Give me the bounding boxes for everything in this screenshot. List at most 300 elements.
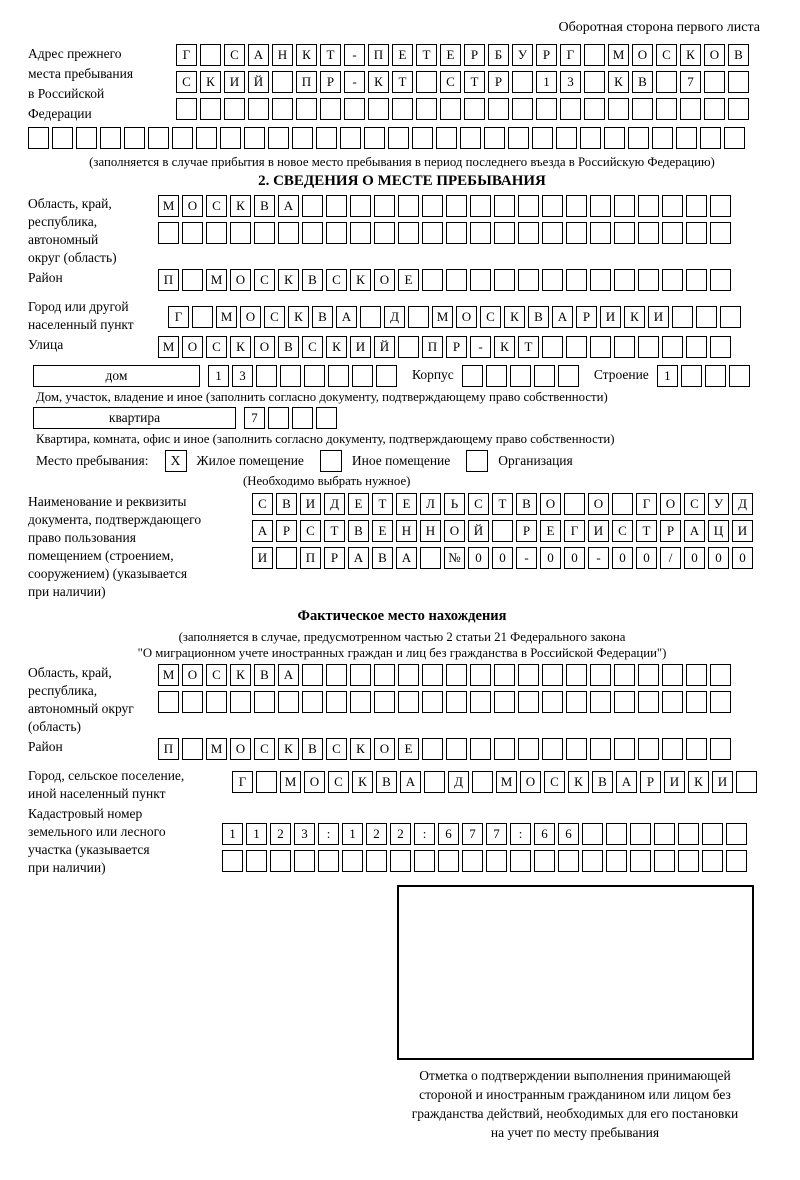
char-box[interactable] xyxy=(246,850,267,872)
char-box[interactable]: Р xyxy=(324,547,345,569)
char-box[interactable] xyxy=(446,269,467,291)
char-box[interactable] xyxy=(470,738,491,760)
char-box[interactable]: Д xyxy=(324,493,345,515)
char-box[interactable] xyxy=(566,336,587,358)
char-box[interactable]: Д xyxy=(448,771,469,793)
char-box[interactable]: Р xyxy=(446,336,467,358)
residential-checkbox[interactable]: X xyxy=(165,450,187,472)
char-box[interactable] xyxy=(376,365,397,387)
char-box[interactable] xyxy=(702,850,723,872)
char-box[interactable] xyxy=(366,850,387,872)
char-box[interactable]: М xyxy=(432,306,453,328)
char-box[interactable] xyxy=(230,691,251,713)
char-box[interactable]: Е xyxy=(440,44,461,66)
char-box[interactable] xyxy=(558,365,579,387)
char-box[interactable] xyxy=(736,771,757,793)
char-box[interactable]: / xyxy=(660,547,681,569)
char-box[interactable] xyxy=(614,336,635,358)
char-box[interactable] xyxy=(200,98,221,120)
char-box[interactable] xyxy=(680,98,701,120)
char-box[interactable] xyxy=(614,738,635,760)
char-box[interactable]: М xyxy=(158,336,179,358)
char-box[interactable]: 1 xyxy=(342,823,363,845)
char-box[interactable]: С xyxy=(252,493,273,515)
char-box[interactable] xyxy=(470,269,491,291)
char-box[interactable]: 7 xyxy=(486,823,507,845)
char-box[interactable]: В xyxy=(278,336,299,358)
char-box[interactable] xyxy=(436,127,457,149)
char-box[interactable]: С xyxy=(328,771,349,793)
char-box[interactable] xyxy=(542,738,563,760)
char-box[interactable] xyxy=(412,127,433,149)
char-box[interactable] xyxy=(710,195,731,217)
char-box[interactable]: О xyxy=(588,493,609,515)
char-box[interactable] xyxy=(584,44,605,66)
char-box[interactable] xyxy=(446,222,467,244)
char-box[interactable]: М xyxy=(216,306,237,328)
char-box[interactable]: К xyxy=(368,71,389,93)
cadastral-row-1[interactable] xyxy=(222,823,776,845)
char-box[interactable]: Д xyxy=(732,493,753,515)
char-box[interactable]: 0 xyxy=(564,547,585,569)
char-box[interactable]: К xyxy=(352,771,373,793)
char-box[interactable] xyxy=(656,71,677,93)
char-box[interactable] xyxy=(350,691,371,713)
char-box[interactable]: В xyxy=(348,520,369,542)
char-box[interactable]: О xyxy=(632,44,653,66)
char-box[interactable]: А xyxy=(400,771,421,793)
char-box[interactable] xyxy=(416,98,437,120)
char-box[interactable] xyxy=(710,269,731,291)
char-box[interactable]: Б xyxy=(488,44,509,66)
char-box[interactable]: К xyxy=(624,306,645,328)
char-box[interactable] xyxy=(148,127,169,149)
char-box[interactable] xyxy=(510,365,531,387)
char-box[interactable] xyxy=(704,71,725,93)
char-box[interactable]: 6 xyxy=(558,823,579,845)
char-box[interactable] xyxy=(340,127,361,149)
char-box[interactable]: С xyxy=(326,269,347,291)
char-box[interactable] xyxy=(590,738,611,760)
char-box[interactable] xyxy=(446,691,467,713)
char-box[interactable]: Й xyxy=(374,336,395,358)
char-box[interactable] xyxy=(472,771,493,793)
char-box[interactable]: А xyxy=(616,771,637,793)
apartment-row[interactable] xyxy=(244,407,340,429)
region-row-1[interactable] xyxy=(158,195,776,217)
char-box[interactable]: Р xyxy=(488,71,509,93)
char-box[interactable] xyxy=(662,664,683,686)
char-box[interactable]: Г xyxy=(168,306,189,328)
char-box[interactable]: 2 xyxy=(366,823,387,845)
char-box[interactable] xyxy=(630,850,651,872)
char-box[interactable]: Т xyxy=(324,520,345,542)
char-box[interactable]: 0 xyxy=(732,547,753,569)
char-box[interactable]: А xyxy=(248,44,269,66)
char-box[interactable] xyxy=(518,691,539,713)
document-row-2[interactable] xyxy=(252,520,776,542)
char-box[interactable] xyxy=(350,222,371,244)
char-box[interactable] xyxy=(542,336,563,358)
char-box[interactable] xyxy=(492,520,513,542)
char-box[interactable] xyxy=(686,664,707,686)
char-box[interactable]: Е xyxy=(398,738,419,760)
char-box[interactable] xyxy=(560,98,581,120)
char-box[interactable]: С xyxy=(264,306,285,328)
char-box[interactable]: И xyxy=(588,520,609,542)
char-box[interactable]: 2 xyxy=(390,823,411,845)
char-box[interactable] xyxy=(422,691,443,713)
prev-address-row-2[interactable] xyxy=(176,71,776,93)
char-box[interactable]: О xyxy=(540,493,561,515)
char-box[interactable]: Н xyxy=(396,520,417,542)
char-box[interactable] xyxy=(584,71,605,93)
char-box[interactable] xyxy=(564,493,585,515)
char-box[interactable] xyxy=(124,127,145,149)
char-box[interactable]: А xyxy=(252,520,273,542)
char-box[interactable] xyxy=(280,365,301,387)
char-box[interactable] xyxy=(662,738,683,760)
char-box[interactable] xyxy=(518,222,539,244)
char-box[interactable] xyxy=(206,691,227,713)
char-box[interactable]: И xyxy=(252,547,273,569)
char-box[interactable] xyxy=(494,195,515,217)
char-box[interactable] xyxy=(422,269,443,291)
char-box[interactable]: О xyxy=(704,44,725,66)
char-box[interactable]: О xyxy=(182,195,203,217)
char-box[interactable] xyxy=(488,98,509,120)
char-box[interactable] xyxy=(76,127,97,149)
char-box[interactable]: В xyxy=(516,493,537,515)
char-box[interactable]: И xyxy=(224,71,245,93)
char-box[interactable]: К xyxy=(688,771,709,793)
char-box[interactable]: А xyxy=(684,520,705,542)
char-box[interactable] xyxy=(408,306,429,328)
char-box[interactable] xyxy=(704,98,725,120)
char-box[interactable] xyxy=(446,195,467,217)
char-box[interactable]: Р xyxy=(516,520,537,542)
organization-checkbox[interactable] xyxy=(466,450,488,472)
char-box[interactable] xyxy=(556,127,577,149)
char-box[interactable]: Т xyxy=(464,71,485,93)
char-box[interactable]: К xyxy=(680,44,701,66)
char-box[interactable]: К xyxy=(494,336,515,358)
cadastral-row-2[interactable] xyxy=(222,850,776,872)
char-box[interactable] xyxy=(446,738,467,760)
char-box[interactable] xyxy=(200,44,221,66)
char-box[interactable] xyxy=(172,127,193,149)
char-box[interactable] xyxy=(182,738,203,760)
char-box[interactable] xyxy=(494,269,515,291)
char-box[interactable]: - xyxy=(516,547,537,569)
char-box[interactable]: В xyxy=(302,269,323,291)
char-box[interactable] xyxy=(566,195,587,217)
char-box[interactable] xyxy=(326,664,347,686)
char-box[interactable]: К xyxy=(350,738,371,760)
char-box[interactable]: М xyxy=(280,771,301,793)
char-box[interactable] xyxy=(638,336,659,358)
char-box[interactable]: К xyxy=(230,664,251,686)
char-box[interactable] xyxy=(316,127,337,149)
char-box[interactable]: К xyxy=(278,269,299,291)
char-box[interactable] xyxy=(270,850,291,872)
char-box[interactable] xyxy=(678,823,699,845)
char-box[interactable] xyxy=(294,850,315,872)
char-box[interactable]: К xyxy=(200,71,221,93)
char-box[interactable]: И xyxy=(350,336,371,358)
char-box[interactable] xyxy=(302,222,323,244)
char-box[interactable] xyxy=(304,365,325,387)
char-box[interactable] xyxy=(438,850,459,872)
char-box[interactable]: Г xyxy=(232,771,253,793)
char-box[interactable] xyxy=(614,664,635,686)
char-box[interactable]: В xyxy=(632,71,653,93)
char-box[interactable] xyxy=(182,222,203,244)
char-box[interactable] xyxy=(326,222,347,244)
char-box[interactable] xyxy=(28,127,49,149)
char-box[interactable]: С xyxy=(326,738,347,760)
char-box[interactable]: В xyxy=(312,306,333,328)
char-box[interactable] xyxy=(590,336,611,358)
char-box[interactable] xyxy=(272,98,293,120)
char-box[interactable] xyxy=(656,98,677,120)
char-box[interactable] xyxy=(582,823,603,845)
char-box[interactable] xyxy=(182,691,203,713)
char-box[interactable]: И xyxy=(600,306,621,328)
char-box[interactable] xyxy=(518,195,539,217)
char-box[interactable] xyxy=(350,664,371,686)
char-box[interactable]: О xyxy=(304,771,325,793)
char-box[interactable]: Р xyxy=(576,306,597,328)
char-box[interactable] xyxy=(424,771,445,793)
char-box[interactable] xyxy=(272,71,293,93)
city-row[interactable] xyxy=(168,306,744,328)
char-box[interactable] xyxy=(374,691,395,713)
char-box[interactable] xyxy=(256,771,277,793)
char-box[interactable]: 6 xyxy=(534,823,555,845)
char-box[interactable] xyxy=(510,850,531,872)
char-box[interactable]: С xyxy=(656,44,677,66)
char-box[interactable]: Л xyxy=(420,493,441,515)
char-box[interactable]: 2 xyxy=(270,823,291,845)
char-box[interactable]: П xyxy=(158,269,179,291)
char-box[interactable]: П xyxy=(158,738,179,760)
other-premises-checkbox[interactable] xyxy=(320,450,342,472)
char-box[interactable]: О xyxy=(230,738,251,760)
char-box[interactable]: Т xyxy=(416,44,437,66)
char-box[interactable]: 7 xyxy=(680,71,701,93)
char-box[interactable] xyxy=(292,407,313,429)
char-box[interactable]: 0 xyxy=(468,547,489,569)
char-box[interactable]: Ц xyxy=(708,520,729,542)
char-box[interactable] xyxy=(350,195,371,217)
char-box[interactable] xyxy=(420,547,441,569)
char-box[interactable]: Е xyxy=(396,493,417,515)
char-box[interactable]: А xyxy=(552,306,573,328)
char-box[interactable]: Р xyxy=(464,44,485,66)
char-box[interactable] xyxy=(614,222,635,244)
char-box[interactable]: М xyxy=(158,664,179,686)
char-box[interactable]: 1 xyxy=(222,823,243,845)
char-box[interactable] xyxy=(638,195,659,217)
char-box[interactable]: В xyxy=(372,547,393,569)
char-box[interactable]: 0 xyxy=(540,547,561,569)
char-box[interactable] xyxy=(422,222,443,244)
char-box[interactable] xyxy=(604,127,625,149)
char-box[interactable]: Т xyxy=(320,44,341,66)
char-box[interactable]: А xyxy=(348,547,369,569)
char-box[interactable] xyxy=(494,222,515,244)
char-box[interactable] xyxy=(302,691,323,713)
char-box[interactable] xyxy=(230,222,251,244)
char-box[interactable] xyxy=(584,98,605,120)
document-row-3[interactable] xyxy=(252,547,776,569)
char-box[interactable]: Н xyxy=(272,44,293,66)
street-row[interactable] xyxy=(158,336,734,358)
char-box[interactable] xyxy=(534,365,555,387)
char-box[interactable]: 0 xyxy=(684,547,705,569)
char-box[interactable]: Е xyxy=(348,493,369,515)
char-box[interactable] xyxy=(470,195,491,217)
char-box[interactable]: Е xyxy=(398,269,419,291)
char-box[interactable] xyxy=(398,691,419,713)
char-box[interactable] xyxy=(608,98,629,120)
district-row[interactable] xyxy=(158,269,734,291)
char-box[interactable] xyxy=(192,306,213,328)
region-row-2[interactable] xyxy=(158,222,776,244)
char-box[interactable] xyxy=(729,365,750,387)
char-box[interactable] xyxy=(710,664,731,686)
char-box[interactable] xyxy=(470,664,491,686)
char-box[interactable]: В xyxy=(302,738,323,760)
char-box[interactable] xyxy=(278,222,299,244)
char-box[interactable] xyxy=(654,850,675,872)
char-box[interactable] xyxy=(364,127,385,149)
char-box[interactable]: : xyxy=(414,823,435,845)
char-box[interactable] xyxy=(326,195,347,217)
char-box[interactable] xyxy=(486,850,507,872)
char-box[interactable]: К xyxy=(278,738,299,760)
char-box[interactable] xyxy=(302,664,323,686)
char-box[interactable]: К xyxy=(296,44,317,66)
char-box[interactable]: А xyxy=(278,664,299,686)
char-box[interactable] xyxy=(316,407,337,429)
actual-district-row[interactable] xyxy=(158,738,734,760)
char-box[interactable] xyxy=(518,664,539,686)
char-box[interactable] xyxy=(612,493,633,515)
char-box[interactable] xyxy=(638,691,659,713)
char-box[interactable] xyxy=(726,823,747,845)
char-box[interactable] xyxy=(320,98,341,120)
char-box[interactable]: 0 xyxy=(636,547,657,569)
stroenie-row[interactable] xyxy=(657,365,753,387)
char-box[interactable]: А xyxy=(396,547,417,569)
char-box[interactable]: М xyxy=(158,195,179,217)
char-box[interactable]: - xyxy=(344,44,365,66)
char-box[interactable]: Й xyxy=(468,520,489,542)
char-box[interactable] xyxy=(494,664,515,686)
char-box[interactable]: С xyxy=(300,520,321,542)
char-box[interactable] xyxy=(686,738,707,760)
char-box[interactable] xyxy=(100,127,121,149)
char-box[interactable] xyxy=(566,738,587,760)
char-box[interactable] xyxy=(374,222,395,244)
char-box[interactable]: С xyxy=(480,306,501,328)
char-box[interactable]: О xyxy=(374,269,395,291)
char-box[interactable]: 0 xyxy=(708,547,729,569)
char-box[interactable]: Т xyxy=(372,493,393,515)
char-box[interactable]: Т xyxy=(492,493,513,515)
char-box[interactable] xyxy=(352,365,373,387)
char-box[interactable] xyxy=(446,664,467,686)
char-box[interactable]: М xyxy=(608,44,629,66)
char-box[interactable]: Т xyxy=(392,71,413,93)
char-box[interactable] xyxy=(302,195,323,217)
char-box[interactable] xyxy=(440,98,461,120)
char-box[interactable] xyxy=(638,269,659,291)
char-box[interactable]: С xyxy=(544,771,565,793)
char-box[interactable]: Е xyxy=(540,520,561,542)
char-box[interactable]: К xyxy=(288,306,309,328)
char-box[interactable] xyxy=(590,195,611,217)
char-box[interactable] xyxy=(158,691,179,713)
char-box[interactable] xyxy=(176,98,197,120)
char-box[interactable] xyxy=(638,738,659,760)
char-box[interactable]: С xyxy=(206,664,227,686)
char-box[interactable] xyxy=(296,98,317,120)
char-box[interactable]: В xyxy=(276,493,297,515)
char-box[interactable]: К xyxy=(230,336,251,358)
char-box[interactable]: Р xyxy=(320,71,341,93)
char-box[interactable] xyxy=(710,336,731,358)
char-box[interactable] xyxy=(542,222,563,244)
char-box[interactable] xyxy=(662,691,683,713)
char-box[interactable] xyxy=(374,195,395,217)
char-box[interactable]: : xyxy=(510,823,531,845)
char-box[interactable] xyxy=(206,222,227,244)
char-box[interactable]: П xyxy=(368,44,389,66)
char-box[interactable]: С xyxy=(254,269,275,291)
char-box[interactable] xyxy=(590,664,611,686)
char-box[interactable]: 1 xyxy=(208,365,229,387)
char-box[interactable]: Т xyxy=(636,520,657,542)
char-box[interactable] xyxy=(392,98,413,120)
char-box[interactable] xyxy=(614,691,635,713)
char-box[interactable]: В xyxy=(528,306,549,328)
char-box[interactable] xyxy=(662,222,683,244)
char-box[interactable]: К xyxy=(230,195,251,217)
char-box[interactable] xyxy=(686,336,707,358)
char-box[interactable] xyxy=(326,691,347,713)
char-box[interactable]: Г xyxy=(636,493,657,515)
char-box[interactable]: И xyxy=(712,771,733,793)
char-box[interactable] xyxy=(532,127,553,149)
char-box[interactable] xyxy=(662,195,683,217)
char-box[interactable] xyxy=(494,691,515,713)
char-box[interactable]: О xyxy=(660,493,681,515)
char-box[interactable]: - xyxy=(344,71,365,93)
char-box[interactable] xyxy=(244,127,265,149)
char-box[interactable]: Р xyxy=(640,771,661,793)
char-box[interactable] xyxy=(512,98,533,120)
char-box[interactable]: И xyxy=(732,520,753,542)
char-box[interactable]: Н xyxy=(420,520,441,542)
char-box[interactable]: О xyxy=(254,336,275,358)
char-box[interactable] xyxy=(342,850,363,872)
char-box[interactable] xyxy=(464,98,485,120)
char-box[interactable] xyxy=(398,222,419,244)
char-box[interactable] xyxy=(416,71,437,93)
